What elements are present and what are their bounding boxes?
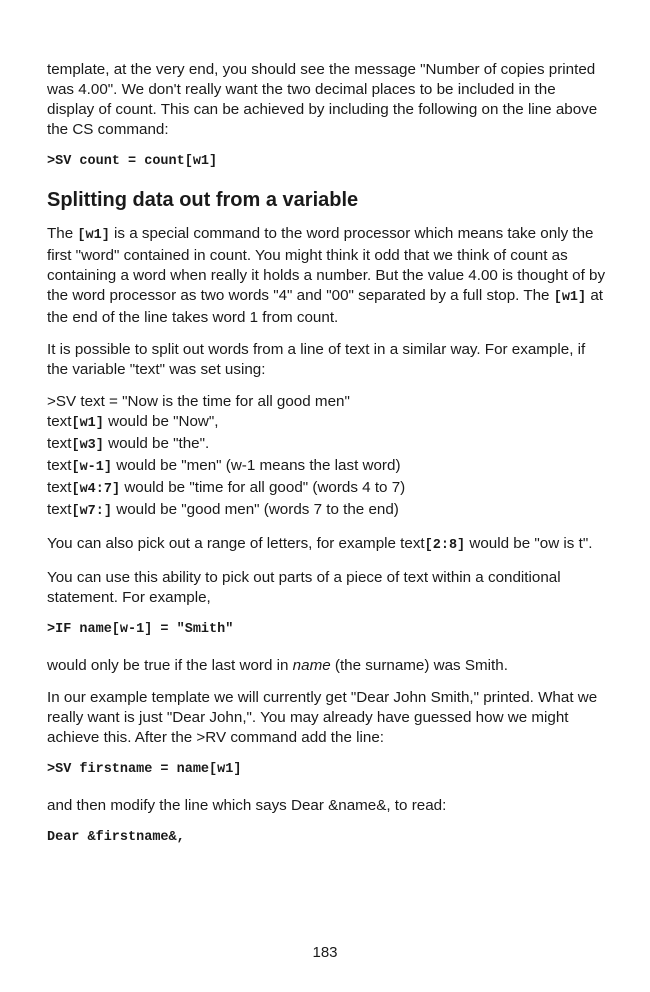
text-fragment: You can also pick out a range of letters, for example text — [47, 535, 425, 552]
text-fragment: would be "men" (w-1 means the last word) — [112, 457, 401, 474]
paragraph-surname — [47, 656, 607, 676]
example-line: >SV text = "Now is the time for all good men" — [47, 393, 350, 410]
text-fragment: would only be true if the last word in — [47, 657, 293, 674]
text-fragment: text — [47, 479, 72, 496]
page-number: 183 — [312, 944, 338, 961]
text-fragment: is a special command to the word processor which means take only the first "word" contained in count. You might think it odd that we think of count as containing a word when really it holds a number. But the value 4.00 is thought of by the word processor as two words "4" and "00" separated by a full stop. The — [47, 225, 606, 304]
example-line — [47, 434, 607, 456]
emphasis-name: name — [292, 657, 331, 674]
example-list — [47, 392, 607, 522]
paragraph-conditional: You can use this ability to pick out parts of a piece of text within a conditional statement. For example, — [47, 569, 561, 606]
inline-code: [w3] — [71, 438, 104, 453]
inline-code: [2:8] — [424, 538, 466, 553]
section-heading: Splitting data out from a variable — [47, 189, 359, 211]
paragraph-letter-range — [47, 534, 607, 556]
inline-code: [w7:] — [71, 504, 112, 519]
text-fragment: text — [47, 435, 72, 452]
inline-code: [w1] — [71, 416, 104, 431]
text-fragment: text — [47, 457, 72, 474]
paragraph-w1-explanation — [47, 224, 607, 328]
text-fragment: would be "Now", — [103, 413, 219, 430]
text-fragment: would be "the". — [103, 435, 210, 452]
text-fragment: at the end of the line takes word 1 from count. — [47, 287, 604, 326]
code-sv-count: >SV count = count[w1] — [47, 154, 218, 169]
text-fragment: text — [47, 501, 72, 518]
text-fragment: would be "good men" (words 7 to the end) — [112, 501, 399, 518]
text-fragment: would be "ow is t". — [465, 535, 593, 552]
inline-code: [w1] — [553, 290, 587, 305]
inline-code: [w1] — [77, 228, 110, 243]
page-content — [47, 60, 607, 864]
code-sv-firstname: >SV firstname = name[w1] — [47, 762, 242, 777]
example-line — [47, 500, 607, 522]
inline-code: [w4:7] — [71, 482, 121, 497]
inline-code: [w-1] — [71, 460, 112, 475]
text-fragment: text — [47, 413, 72, 430]
example-line — [47, 412, 607, 434]
example-line — [47, 456, 607, 478]
text-fragment: The — [47, 225, 78, 242]
paragraph-template-example: In our example template we will currently get "Dear John Smith," printed. What we really want is just "Dear John,". You may already have guessed how we might achieve this. After the >RV command add the line: — [47, 689, 598, 746]
paragraph-split-words: It is possible to split out words from a line of text in a similar way. For example, if the variable "text" was set using: — [47, 341, 586, 378]
code-if-name: >IF name[w-1] = "Smith" — [47, 622, 234, 637]
text-fragment: would be "time for all good" (words 4 to 7) — [120, 479, 406, 496]
example-line — [47, 478, 607, 500]
paragraph-modify-line: and then modify the line which says Dear &name&, to read: — [47, 797, 447, 814]
text-fragment: (the surname) was Smith. — [330, 657, 508, 674]
paragraph-intro: template, at the very end, you should see the message "Number of copies printed was 4.00". We don't really want the two decimal places to be included in the display of count. This can be achieved by including the following on the line above the CS command: — [47, 61, 598, 138]
code-dear-firstname: Dear &firstname&, — [47, 830, 185, 845]
